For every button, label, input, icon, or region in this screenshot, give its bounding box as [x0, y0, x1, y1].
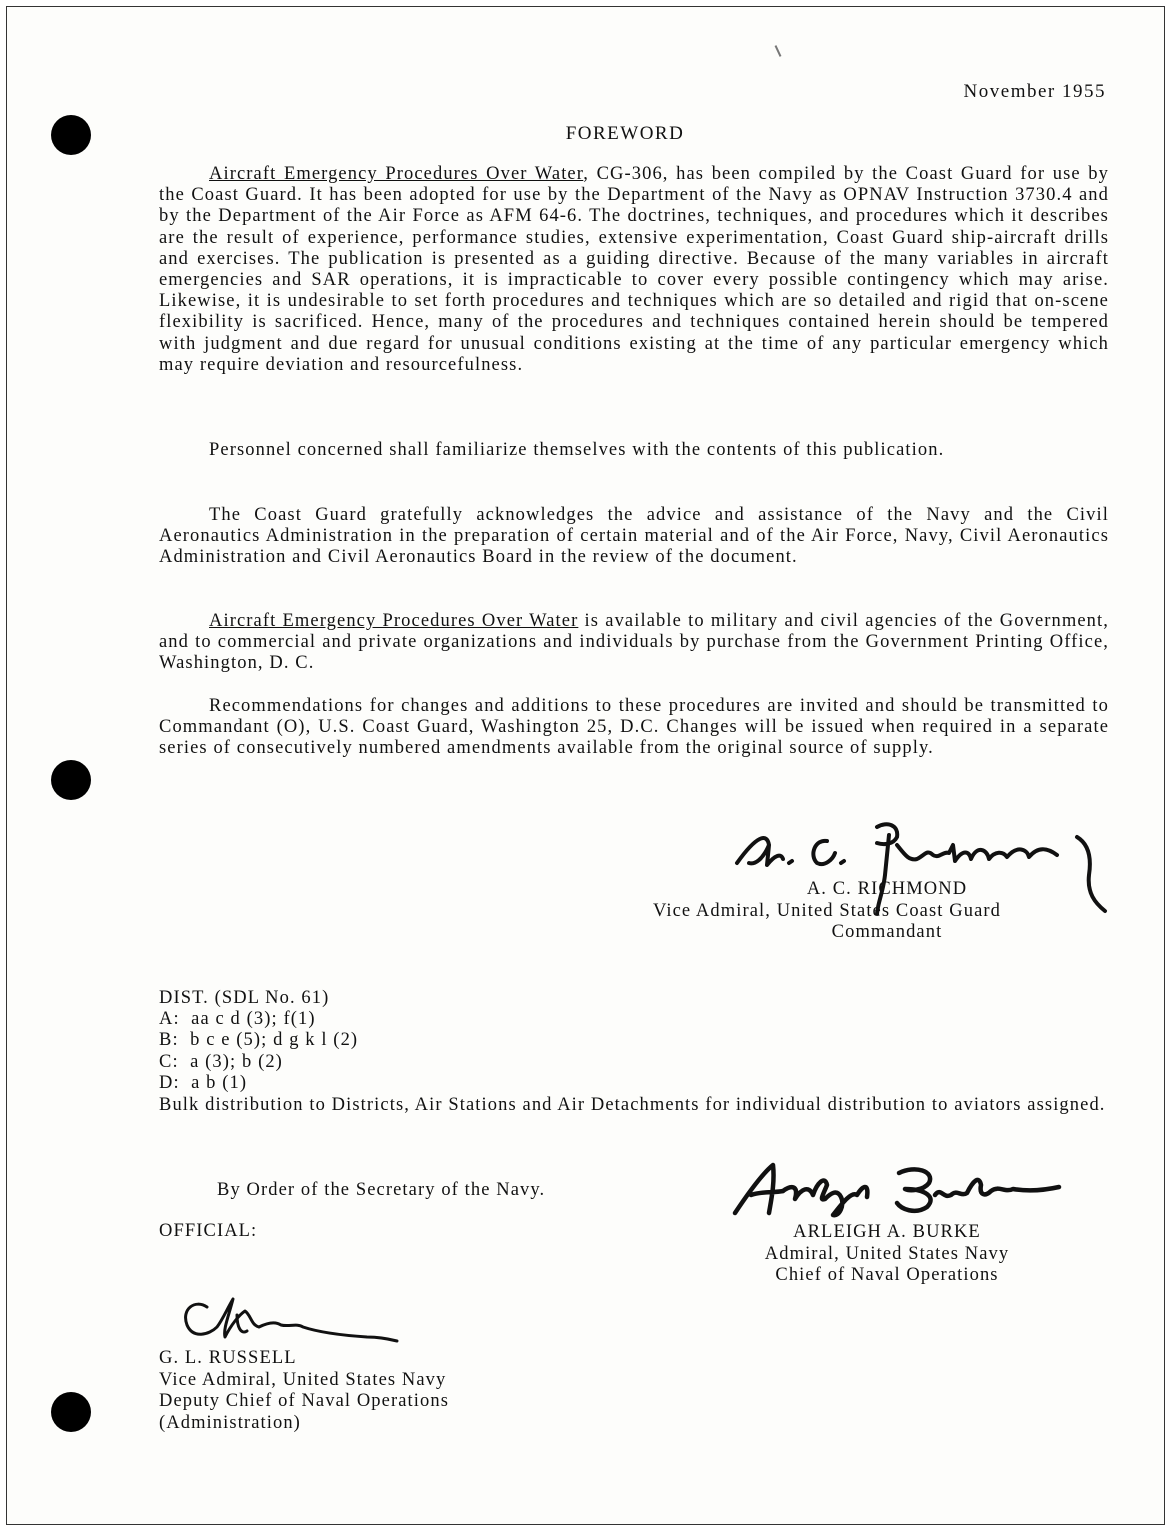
official-label: OFFICIAL: — [159, 1221, 258, 1241]
page-title: FOREWORD — [565, 123, 685, 144]
binder-hole — [51, 760, 91, 800]
signer-name: A. C. RICHMOND — [806, 879, 968, 899]
signer-title: Vice Admiral, United States Navy — [159, 1369, 447, 1390]
paragraph-text: , CG-306, has been compiled by the Coast Guard for use by the Coast Guard. It has been adopted for use by the Department of the Navy as OPNAV Instruction 3730.4 and by the Department of the Air Force as AFM 64-6. The doctrines, techniques, and procedures which it describes are the result of experience, performance studies, extensive experimentation, Coast Guard ship-aircraft drills and exercises. The publication is presented as a guiding directive. Because of the many variables in aircraft emergencies and SAR operations, it is impracticable to cover every possible contingency which may arise. Likewise, it is undesirable to set forth procedures and techniques which are so detailed and rigid that on-scene flexibility is sacrificed. Hence, many of the procedures and techniques contained herein should be tempered with judgment and due regard for unusual conditions existing at the time of any particular emergency which may require deviation and resourcefulness. — [159, 164, 1109, 375]
paragraph-intro — [159, 164, 1109, 376]
publication-title: Aircraft Emergency Procedures Over Water — [209, 164, 584, 184]
signature-burke — [729, 1155, 1069, 1225]
paragraph-availability — [159, 611, 1109, 675]
by-order-line: By Order of the Secretary of the Navy. — [217, 1180, 546, 1200]
distribution-list — [159, 988, 358, 1094]
paragraph-acknowledgement: The Coast Guard gratefully acknowledges the advice and assistance of the Navy and the Civil Aeronautics Administration in the preparation of certain material and of the Air Force, Navy, Civil Aeronautics Administration and Civil Aeronautics Board in the review of the document. — [159, 505, 1109, 568]
signer-role: Chief of Naval Operations — [775, 1265, 999, 1285]
distribution-line: C: a (3); b (2) — [159, 1051, 283, 1072]
signer-role: Commandant — [831, 922, 943, 942]
commandant-signature-block — [652, 879, 1067, 944]
deputy-signature-block — [159, 1348, 449, 1434]
paragraph-text: is available to military and civil agencies of the Government, and to commercial and private organizations and individuals by purchase from the Government Printing Office, Washington, D. C. — [159, 611, 1109, 674]
signer-name: G. L. RUSSELL — [159, 1348, 297, 1368]
paragraph-recommendations: Recommendations for changes and additions to these procedures are invited and should be transmitted to Commandant (O), U.S. Coast Guard, Washington 25, D.C. Changes will be issued when required in a separate series of consecutively numbered amendments available from the original source of supply. — [159, 696, 1109, 759]
cno-signature-block — [707, 1222, 1067, 1287]
document-page — [6, 6, 1165, 1525]
distribution-line: D: a b (1) — [159, 1072, 248, 1093]
signer-name: ARLEIGH A. BURKE — [793, 1222, 981, 1242]
bulk-distribution: Bulk distribution to Districts, Air Stations and Air Detachments for individual distribution to aviators assigned. — [159, 1095, 1106, 1115]
pencil-mark — [775, 45, 782, 57]
signer-title: Vice Admiral, United States Coast Guard — [652, 900, 1001, 921]
signer-title: Admiral, United States Navy — [764, 1243, 1010, 1264]
signer-role: Deputy Chief of Naval Operations — [159, 1391, 450, 1411]
paragraph-personnel: Personnel concerned shall familiarize themselves with the contents of this publication. — [209, 440, 945, 460]
distribution-line: B: b c e (5); d g k l (2) — [159, 1030, 359, 1051]
binder-hole — [51, 1392, 91, 1432]
signature-russell — [167, 1285, 407, 1355]
signer-department: (Administration) — [159, 1412, 301, 1433]
document-date: November 1955 — [963, 81, 1106, 102]
distribution-line: A: aa c d (3); f(1) — [159, 1009, 316, 1030]
publication-title: Aircraft Emergency Procedures Over Water — [209, 611, 579, 631]
distribution-header: DIST. (SDL No. 61) — [159, 988, 330, 1008]
